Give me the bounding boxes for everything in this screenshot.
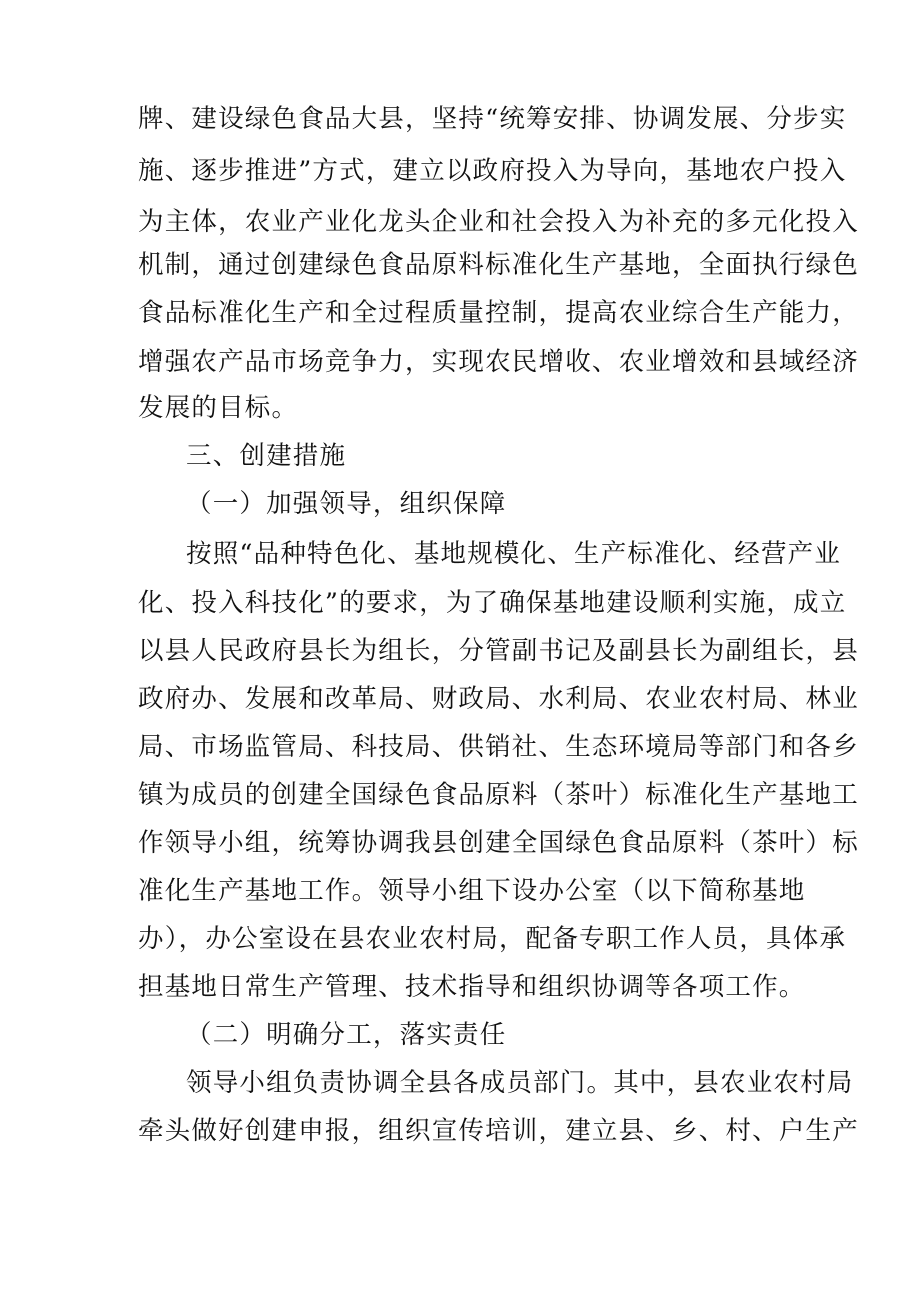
paragraph-line: 增强农产品市场竞争力，实现农民增收、农业增效和县域经济 <box>138 347 859 377</box>
paragraph-line: 作领导小组，统筹协调我县创建全国绿色食品原料（茶叶）标 <box>138 828 859 858</box>
paragraph-line: 以县人民政府县长为组长，分管副书记及副县长为副组长，县 <box>138 636 859 666</box>
paragraph-line: 为主体，农业产业化龙头企业和社会投入为补充的多元化投入 <box>138 207 859 237</box>
paragraph-line: 施、逐步推进”方式，建立以政府投入为导向，基地农户投入 <box>138 156 847 186</box>
paragraph-line: 领导小组负责协调全县各成员部门。其中，县农业农村局 <box>186 1068 854 1098</box>
sub-heading: （二）明确分工，落实责任 <box>186 1020 507 1050</box>
paragraph-line: 食品标准化生产和全过程质量控制，提高农业综合生产能力， <box>138 298 859 328</box>
paragraph-line: 按照“品种特色化、基地规模化、生产标准化、经营产业 <box>186 539 842 569</box>
paragraph-line: 办），办公室设在县农业农村局，配备专职工作人员，具体承 <box>138 924 847 954</box>
paragraph-line: 政府办、发展和改革局、财政局、水利局、农业农村局、林业 <box>138 684 859 714</box>
paragraph-line: 发展的目标。 <box>138 393 299 423</box>
paragraph-line: 担基地日常生产管理、技术指导和组织协调等各项工作。 <box>138 972 806 1002</box>
paragraph-line: 牵头做好创建申报，组织宣传培训，建立县、乡、村、户生产 <box>138 1116 859 1146</box>
paragraph-line: 镇为成员的创建全国绿色食品原料（茶叶）标准化生产基地工 <box>138 780 859 810</box>
section-heading: 三、创建措施 <box>186 441 347 471</box>
paragraph-line: 局、市场监管局、科技局、供销社、生态环境局等部门和各乡 <box>138 732 859 762</box>
sub-heading: （一）加强领导，组织保障 <box>186 489 507 519</box>
paragraph-line: 化、投入科技化”的要求，为了确保基地建设顺利实施，成立 <box>138 588 847 618</box>
paragraph-line: 机制，通过创建绿色食品原料标准化生产基地，全面执行绿色 <box>138 250 859 280</box>
paragraph-line: 牌、建设绿色食品大县，坚持“统筹安排、协调发展、分步实 <box>138 104 847 134</box>
paragraph-line: 准化生产基地工作。领导小组下设办公室（以下简称基地 <box>138 876 806 906</box>
